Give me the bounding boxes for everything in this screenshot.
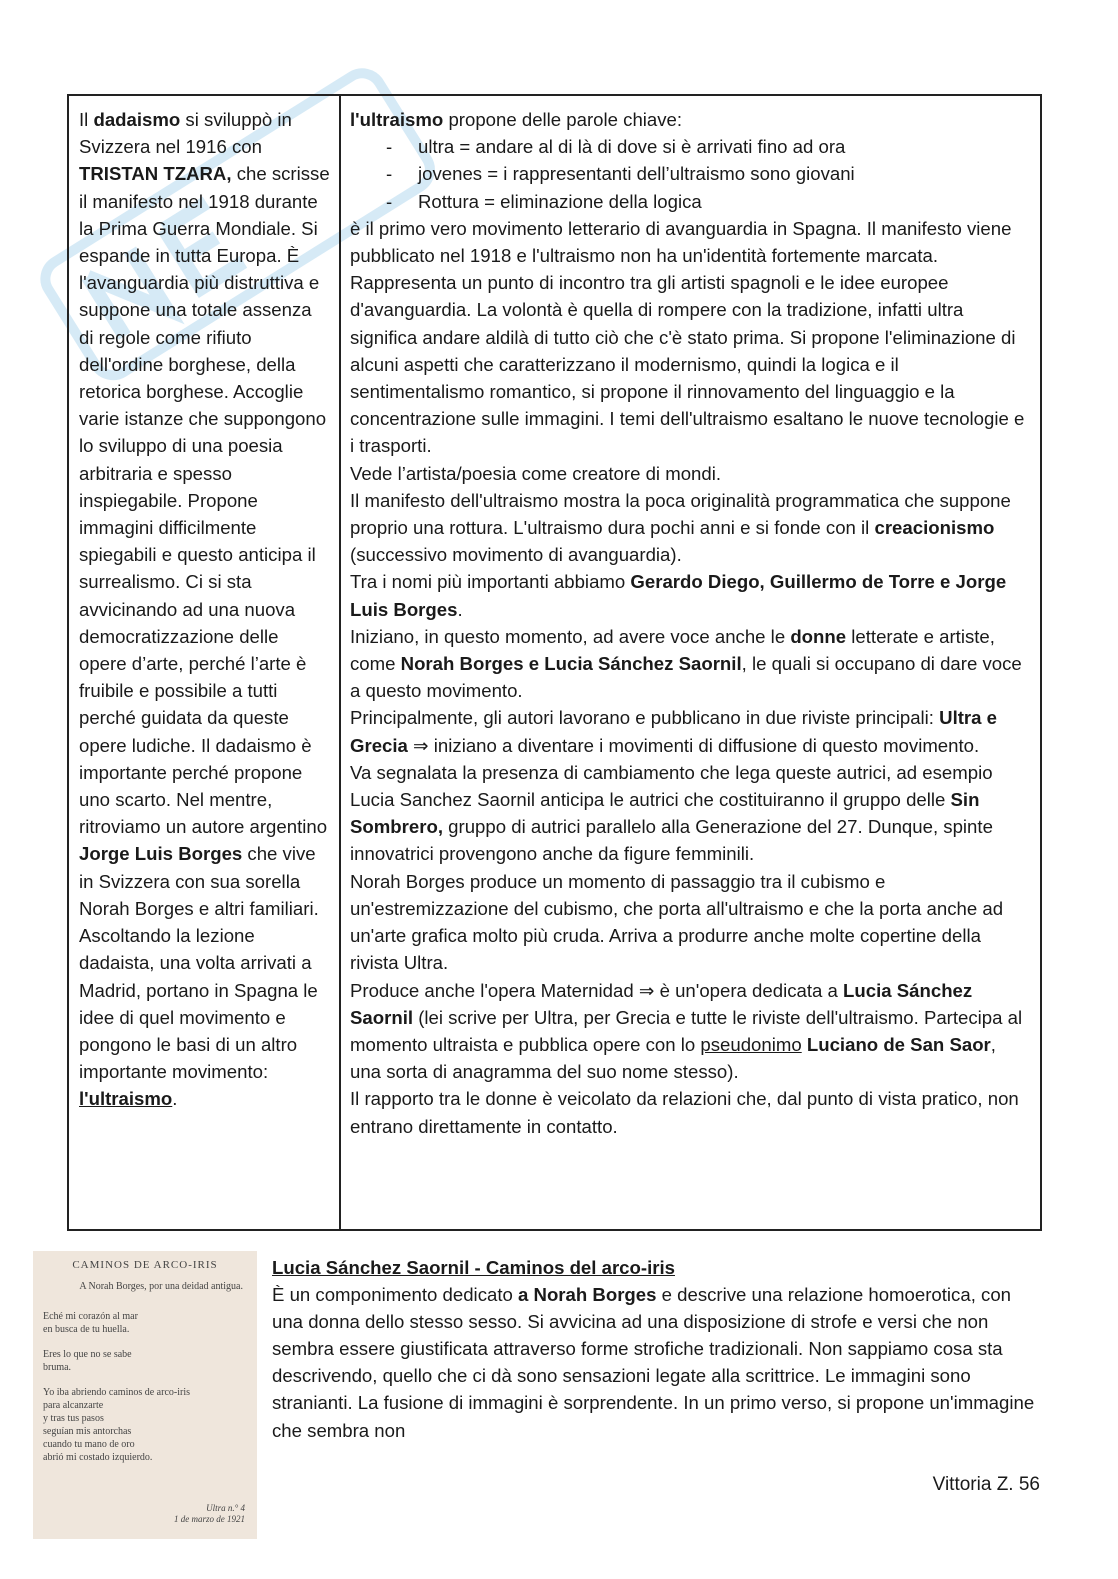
content-table bbox=[67, 94, 1042, 1231]
poem-line: cuando tu mano de oro bbox=[43, 1439, 135, 1450]
right-column-ultraismo bbox=[341, 96, 1040, 1229]
poem-dedication: A Norah Borges, por una deidad antigua. bbox=[79, 1281, 243, 1292]
poem-image bbox=[33, 1251, 257, 1539]
left-column-dadaismo bbox=[69, 96, 341, 1229]
poem-line: Yo iba abriendo caminos de arco-iris bbox=[43, 1387, 191, 1398]
paragraph-nomi: Tra i nomi più importanti abbiamo Gerardo Diego, Guillermo de Torre e Jorge Luis Borges. bbox=[350, 571, 1007, 620]
bottom-section bbox=[272, 1254, 1042, 1444]
paragraph-rapporto: Il rapporto tra le donne è veicolato da relazioni che, dal punto di vista pratico, non entrano direttamente in contatto. bbox=[350, 1088, 1019, 1137]
poem-line: para alcanzarte bbox=[43, 1400, 104, 1411]
paragraph-originalita: Il manifesto dell'ultraismo mostra la poca originalità programmatica che suppone proprio una rottura. L'ultraismo dura pochi anni e si fonde con il creacionismo (successivo movimento di avanguardia). bbox=[350, 489, 1011, 566]
bottom-paragraph: È un componimento dedicato a Norah Borges e descrive una relazione homoerotica, con una donna dello stesso sesso. Si avvicina ad una disposizione di strofe e versi che non sembra essere giustificata attraverso forme strofiche tradizionali. Non sappiamo cosa sta descrivendo, quello che ci dà sono sensazioni legate alla scrittrice. Le immagini sono stranianti. La fusione di immagini è sorprendente. In un primo verso, si propone un'immagine che sembra non bbox=[272, 1284, 1035, 1441]
paragraph-norah: Norah Borges produce un momento di passaggio tra il cubismo e un'estremizzazione del cubismo, che porta all'ultraismo e che la porta anche ad un'arte grafica molto più cruda. Arriva a produrre anche molte copertine della rivista Ultra. bbox=[350, 870, 1004, 974]
list-item: - jovenes = i rappresentanti dell’ultraismo sono giovani bbox=[386, 160, 1032, 187]
poem-title: CAMINOS DE ARCO-IRIS bbox=[72, 1259, 218, 1271]
paragraph-maternidad: Produce anche l'opera Maternidad ⇒ è un'opera dedicata a Lucia Sánchez Saornil (lei scrive per Ultra, per Grecia e tutte le riviste dell'ultraismo. Partecipa al momento ultraista e pubblica opere con lo pseudonimo Luciano de San Saor, una sorta di anagramma del suo nome stesso). bbox=[350, 979, 1023, 1083]
page-footer: Vittoria Z. 56 bbox=[932, 1474, 1040, 1495]
ultraismo-intro: l'ultraismo propone delle parole chiave: bbox=[350, 109, 683, 130]
dadaismo-paragraph: Il dadaismo si sviluppò in Svizzera nel 1916 con TRISTAN TZARA, che scrisse il manifesto nel 1918 durante la Prima Guerra Mondiale. Si espande in tutta Europa. È l'avanguardia più distruttiva e suppone una totale assenza di regole come rifiuto dell'ordine borghese, della retorica borghese. Accoglie varie istanze che suppongono lo sviluppo di una poesia arbitraria e spesso inspiegabile. Propone immagini difficilmente spiegabili e questo anticipa il surrealismo. Ci si sta avvicinando ad una nuova democratizzazione delle opere d’arte, perché l’arte è fruibile e possibile a tutti perché guidata da queste opere ludiche. Il dadaismo è importante perché propone uno scarto. Nel mentre, ritroviamo un autore argentino Jorge Luis Borges che vive in Svizzera con sua sorella Norah Borges e altri familiari. Ascoltando la lezione dadaista, una volta arrivati a Madrid, portano in Spagna le idee di quel movimento e pongono le basi di un altro importante movimento: l'ultraismo. bbox=[79, 109, 330, 1110]
paragraph-manifesto: è il primo vero movimento letterario di avanguardia in Spagna. Il manifesto viene pubblicato nel 1918 e l'ultraismo non ha un'identità fortemente marcata. bbox=[350, 217, 1012, 267]
paragraph-incontro: Rappresenta un punto di incontro tra gli artisti spagnoli e le idee europee d'avanguardia. La volontà è quella di rompere con la tradizione, infatti ultra significa andare aldilà di tutto ciò che c'è stato prima. Si propone l'eliminazione di alcuni aspetti che caratterizzano il modernismo, quindi la logica e il sentimentalismo romantico, si propone il rinnovamento del linguaggio e la concentrazione sulle immagini. I temi dell'ultraismo esaltano le nuove tecnologie e i trasporti. bbox=[350, 272, 1025, 457]
paragraph-artista: Vede l’artista/poesia come creatore di mondi. bbox=[350, 462, 722, 484]
poem-line: y tras tus pasos bbox=[43, 1413, 104, 1424]
poem-source: Ultra n.° 4 1 de marzo de 1921 bbox=[174, 1503, 245, 1524]
keyword-list bbox=[350, 133, 1032, 215]
list-item: - ultra = andare al di là di dove si è arrivati fino ad ora bbox=[386, 133, 1032, 160]
poem-line: bruma. bbox=[43, 1362, 72, 1373]
section-heading: Lucia Sánchez Saornil - Caminos del arco-iris bbox=[272, 1257, 675, 1278]
poem-line: seguían mis antorchas bbox=[43, 1426, 132, 1437]
paragraph-cambiamento: Va segnalata la presenza di cambiamento che lega queste autrici, ad esempio Lucia Sanchez Saornil anticipa le autrici che costituiranno il gruppo delle Sin Sombrero, gruppo di autrici parallelo alla Generazione del 27. Dunque, spinte innovatrici provengono anche da figure femminili. bbox=[350, 761, 993, 865]
paragraph-riviste: Principalmente, gli autori lavorano e pubblicano in due riviste principali: Ultra e Grecia ⇒ iniziano a diventare i movimenti di diffusione di questo movimento. bbox=[350, 707, 998, 756]
poem-line: Eres lo que no se sabe bbox=[43, 1349, 132, 1360]
poem-body bbox=[43, 1310, 247, 1464]
list-item: - Rottura = eliminazione della logica bbox=[386, 188, 1032, 215]
poem-line: abrió mi costado izquierdo. bbox=[43, 1452, 153, 1463]
poem-line: Eché mi corazón al mar bbox=[43, 1311, 138, 1322]
poem-line: en busca de tu huella. bbox=[43, 1324, 130, 1335]
paragraph-donne: Iniziano, in questo momento, ad avere voce anche le donne letterate e artiste, come Norah Borges e Lucia Sánchez Saornil, le quali si occupano di dare voce a questo movimento. bbox=[350, 625, 1022, 702]
